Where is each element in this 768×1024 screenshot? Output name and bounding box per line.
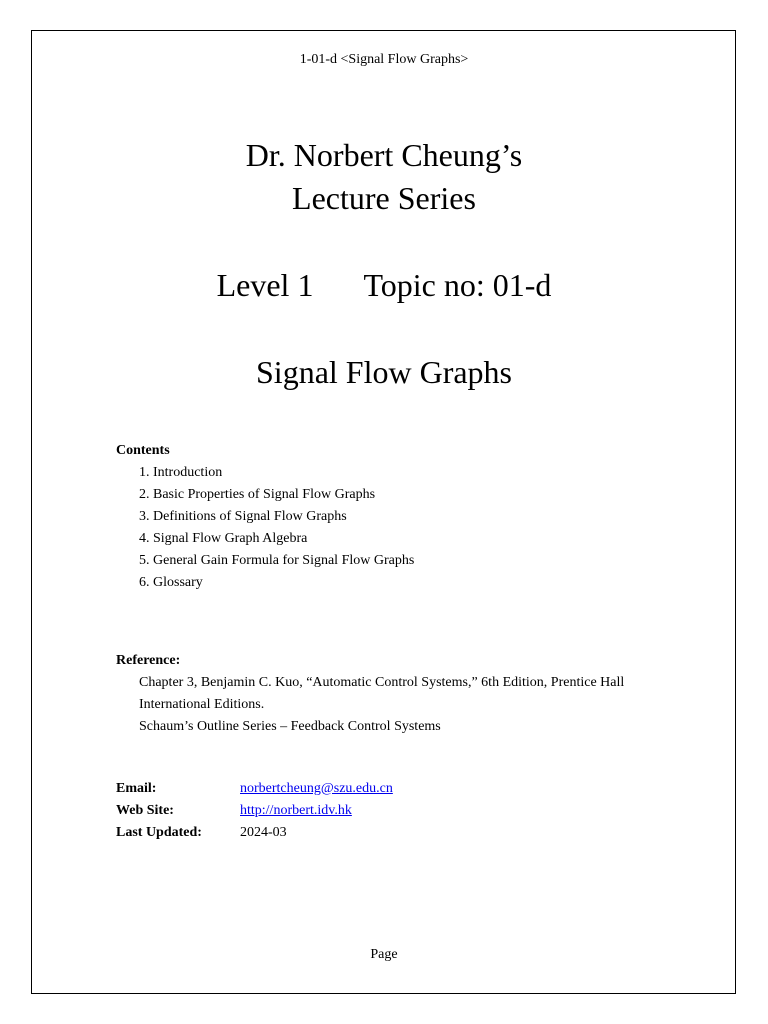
- reference-heading: Reference:: [116, 653, 181, 668]
- reference-section: [116, 650, 656, 738]
- website-link[interactable]: http://norbert.idv.hk: [240, 803, 352, 818]
- level-label: Level 1: [216, 267, 314, 303]
- contents-item: 6. Glossary: [139, 575, 203, 590]
- contents-item: 3. Definitions of Signal Flow Graphs: [139, 509, 347, 524]
- document-title: [0, 134, 768, 220]
- last-updated-value: 2024-03: [240, 825, 287, 840]
- title-line-series: Lecture Series: [292, 180, 476, 216]
- topic-title: Signal Flow Graphs: [256, 354, 512, 390]
- level-topic-line: [0, 264, 768, 307]
- reference-body: [116, 672, 656, 738]
- contents-item: 4. Signal Flow Graph Algebra: [139, 531, 308, 546]
- last-updated-label: Last Updated:: [116, 825, 202, 840]
- last-updated-row: [116, 822, 393, 844]
- website-row: [116, 800, 393, 822]
- topic-number: Topic no: 01-d: [363, 267, 552, 303]
- email-link[interactable]: norbertcheung@szu.edu.cn: [240, 781, 393, 796]
- email-row: [116, 778, 393, 800]
- email-label: Email:: [116, 781, 157, 796]
- contents-heading: Contents: [116, 443, 170, 458]
- contact-info: [116, 778, 393, 844]
- contents-item: 5. General Gain Formula for Signal Flow Graphs: [139, 553, 415, 568]
- contents-item: 1. Introduction: [139, 465, 223, 480]
- contents-section: [116, 440, 414, 594]
- running-header: 1-01-d <Signal Flow Graphs>: [299, 52, 469, 67]
- reference-item: Chapter 3, Benjamin C. Kuo, “Automatic Control Systems,” 6th Edition, Prentice Hall International Editions.: [139, 675, 625, 712]
- page-footer: Page: [370, 947, 398, 962]
- reference-item: Schaum’s Outline Series – Feedback Control Systems: [139, 719, 441, 734]
- contents-list: [116, 462, 414, 594]
- website-label: Web Site:: [116, 803, 174, 818]
- title-line-author: Dr. Norbert Cheung’s: [245, 137, 523, 173]
- contents-item: 2. Basic Properties of Signal Flow Graphs: [139, 487, 376, 502]
